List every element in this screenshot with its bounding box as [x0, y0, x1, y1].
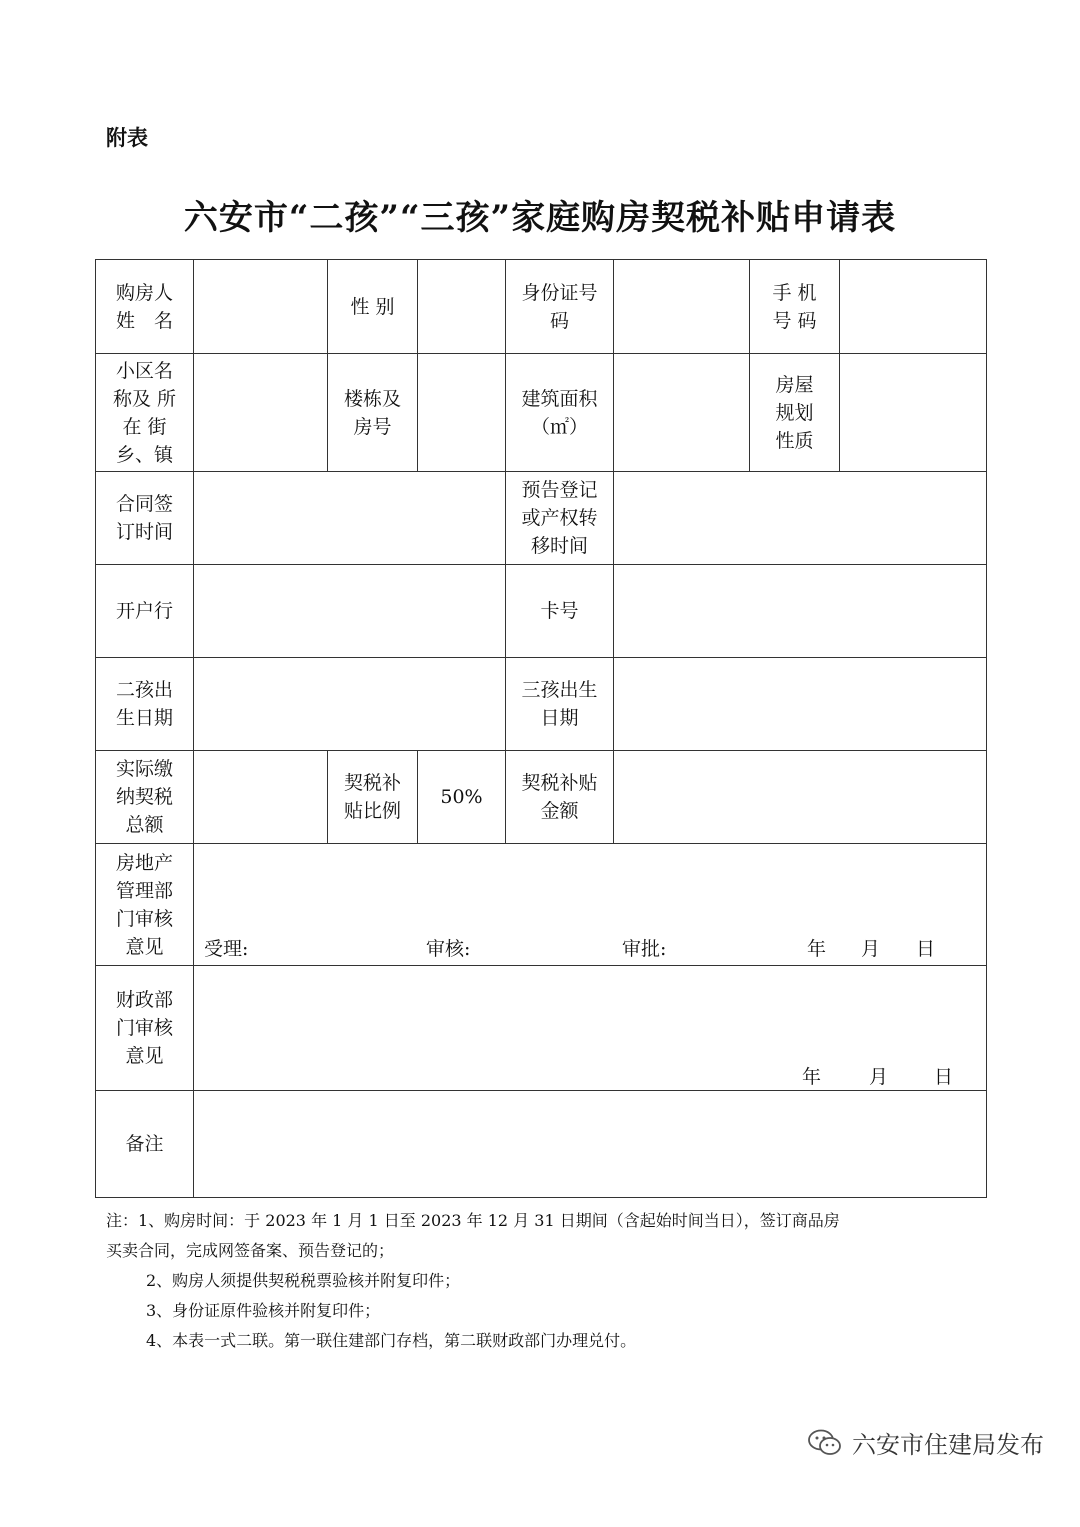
month-label: 月: [869, 1066, 889, 1088]
year-label: 年: [807, 938, 827, 960]
registration-time-field[interactable]: [614, 472, 987, 565]
bank-label: 开户行: [96, 565, 194, 658]
community-label: 小区名 称及 所 在 街 乡、镇: [96, 354, 194, 472]
phone-field[interactable]: [840, 260, 987, 354]
notes: [106, 1206, 986, 1356]
contract-time-field[interactable]: [194, 472, 506, 565]
second-child-birth-label: 二孩出 生日期: [96, 658, 194, 751]
approve-label: 审批:: [622, 938, 667, 960]
buyer-name-field[interactable]: [194, 260, 328, 354]
subsidy-amount-field[interactable]: [614, 751, 987, 844]
subsidy-ratio-label: 契税补 贴比例: [328, 751, 418, 844]
wechat-icon: [808, 1429, 842, 1457]
finance-dept-label: 财政部 门审核 意见: [96, 966, 194, 1091]
house-type-field[interactable]: [840, 354, 987, 472]
day-label: 日: [916, 938, 936, 960]
remarks-field[interactable]: [194, 1091, 987, 1198]
gender-label: 性 别: [328, 260, 418, 354]
buyer-name-label: 购房人 姓 名: [96, 260, 194, 354]
house-type-label: 房屋 规划 性质: [750, 354, 840, 472]
application-form: [95, 259, 987, 1198]
note-4: 4、本表一式二联。第一联住建部门存档，第二联财政部门办理兑付。: [146, 1331, 637, 1350]
id-number-field[interactable]: [614, 260, 750, 354]
month-label: 月: [861, 938, 881, 960]
floor-area-field[interactable]: [614, 354, 750, 472]
subsidy-ratio-value: 50%: [418, 751, 506, 844]
year-label: 年: [802, 1066, 822, 1088]
contract-time-label: 合同签 订时间: [96, 472, 194, 565]
total-tax-field[interactable]: [194, 751, 328, 844]
card-no-label: 卡号: [506, 565, 614, 658]
page-title: 六安市“二孩”“三孩”家庭购房契税补贴申请表: [183, 198, 897, 238]
appendix-label: 附表: [106, 126, 148, 150]
subsidy-amount-label: 契税补贴 金额: [506, 751, 614, 844]
phone-label: 手 机 号 码: [750, 260, 840, 354]
third-child-birth-field[interactable]: [614, 658, 987, 751]
bank-field[interactable]: [194, 565, 506, 658]
housing-dept-opinion-field[interactable]: [194, 844, 987, 966]
card-no-field[interactable]: [614, 565, 987, 658]
building-room-field[interactable]: [418, 354, 506, 472]
community-field[interactable]: [194, 354, 328, 472]
finance-dept-opinion-field[interactable]: [194, 966, 987, 1091]
day-label: 日: [934, 1066, 954, 1088]
gender-field[interactable]: [418, 260, 506, 354]
note-3: 3、身份证原件验核并附复印件；: [146, 1301, 381, 1320]
source-watermark: [808, 1425, 1044, 1460]
note-2: 2、购房人须提供契税税票验核并附复印件；: [146, 1271, 461, 1290]
total-tax-label: 实际缴 纳契税 总额: [96, 751, 194, 844]
floor-area-label: 建筑面积 （㎡）: [506, 354, 614, 472]
third-child-birth-label: 三孩出生 日期: [506, 658, 614, 751]
note-1-line-2: 买卖合同，完成网签备案、预告登记的；: [106, 1241, 395, 1260]
id-number-label: 身份证号 码: [506, 260, 614, 354]
note-1-line-1: 注：1、购房时间：于 2023 年 1 月 1 日至 2023 年 12 月 31 日期间（含起始时间当日），签订商品房: [106, 1211, 840, 1230]
second-child-birth-field[interactable]: [194, 658, 506, 751]
housing-dept-label: 房地产 管理部 门审核 意见: [96, 844, 194, 966]
review-label: 审核:: [426, 938, 471, 960]
source-text: 六安市住建局发布: [852, 1431, 1044, 1459]
remarks-label: 备注: [96, 1091, 194, 1198]
building-room-label: 楼栋及 房号: [328, 354, 418, 472]
registration-time-label: 预告登记 或产权转 移时间: [506, 472, 614, 565]
accept-label: 受理:: [204, 938, 249, 960]
